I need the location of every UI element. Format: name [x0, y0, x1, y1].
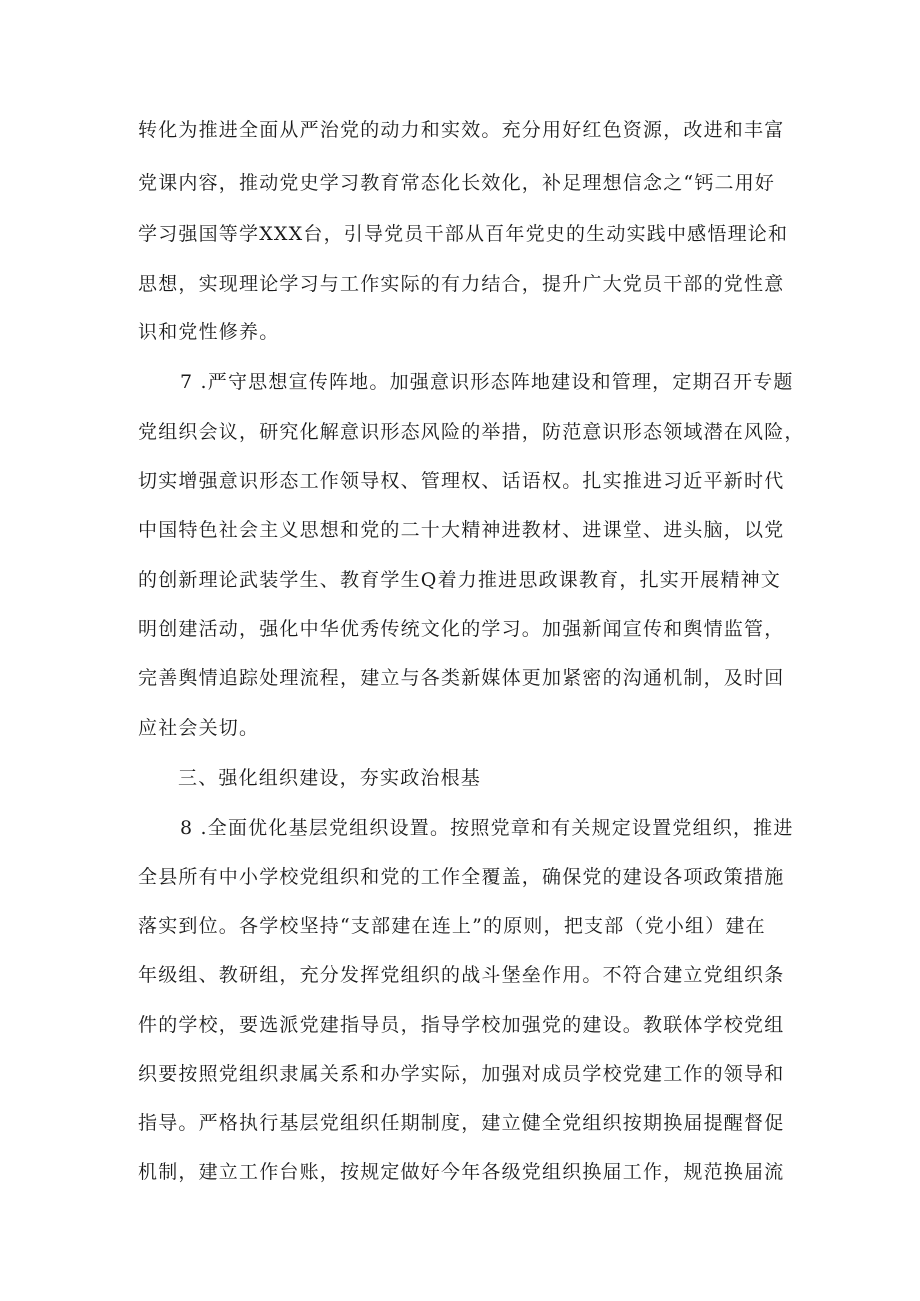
text-line: 切实增强意识形态工作领导权、管理权、话语权。扎实推进习近平新时代 — [138, 470, 785, 492]
text-line: 应社会关切。 — [138, 717, 260, 739]
text-line: 织要按照党组织隶属关系和办学实际，加强对成员学校党建工作的领导和 — [138, 1063, 785, 1085]
text-line: 完善舆情追踪处理流程，建立与各类新媒体更加紧密的沟通机制，及时回 — [138, 667, 785, 689]
text-line: 件的学校，要选派党建指导员，指导学校加强党的建设。教联体学校党组 — [138, 1014, 785, 1036]
text-line: 党组织会议，研究化解意识形态风险的举措，防范意识形态领域潜在风险， — [138, 421, 805, 443]
text-line: 中国特色社会主义思想和党的二十大精神进教材、进课堂、进头脑，以党 — [138, 519, 785, 541]
text-line: 指导。严格执行基层党组织任期制度，建立健全党组织按期换届提醒督促 — [138, 1112, 785, 1134]
text-line: 的创新理论武装学生、教育学生Q着力推进思政课教育，扎实开展精神文 — [138, 569, 781, 591]
text-line: 明创建活动，强化中华优秀传统文化的学习。加强新闻宣传和舆情监管， — [138, 618, 785, 640]
section-heading: 三、强化组织建设，夯实政治根基 — [178, 767, 482, 789]
text-line: 8 .全面优化基层党组织设置。按照党章和有关规定设置党组织，推进 — [180, 817, 794, 839]
text-line: 转化为推进全面从严治党的动力和实效。充分用好红色资源，改进和丰富 — [138, 119, 785, 141]
text-line: 落实到位。各学校坚持“支部建在连上”的原则，把支部（党小组）建在 — [138, 915, 766, 937]
text-line: 思想，实现理论学习与工作实际的有力结合，提升广大党员干部的党性意 — [138, 273, 785, 295]
text-line: 机制，建立工作台账，按规定做好今年各级党组织换届工作，规范换届流 — [138, 1161, 785, 1183]
text-line: 全县所有中小学校党组织和党的工作全覆盖，确保党的建设各项政策措施 — [138, 866, 785, 888]
text-line: 识和党性修养。 — [138, 321, 280, 343]
text-line: 党课内容，推动党史学习教育常态化长效化，补足理想信念之“钙二用好 — [138, 172, 776, 194]
text-line: 学习强国等学XXX台，引导党员干部从百年党史的生动实践中感悟理论和 — [138, 223, 789, 245]
text-line: 7 .严守思想宣传阵地。加强意识形态阵地建设和管理，定期召开专题 — [180, 371, 794, 393]
text-line: 年级组、教研组，充分发挥党组织的战斗堡垒作用。不符合建立党组织条 — [138, 964, 785, 986]
